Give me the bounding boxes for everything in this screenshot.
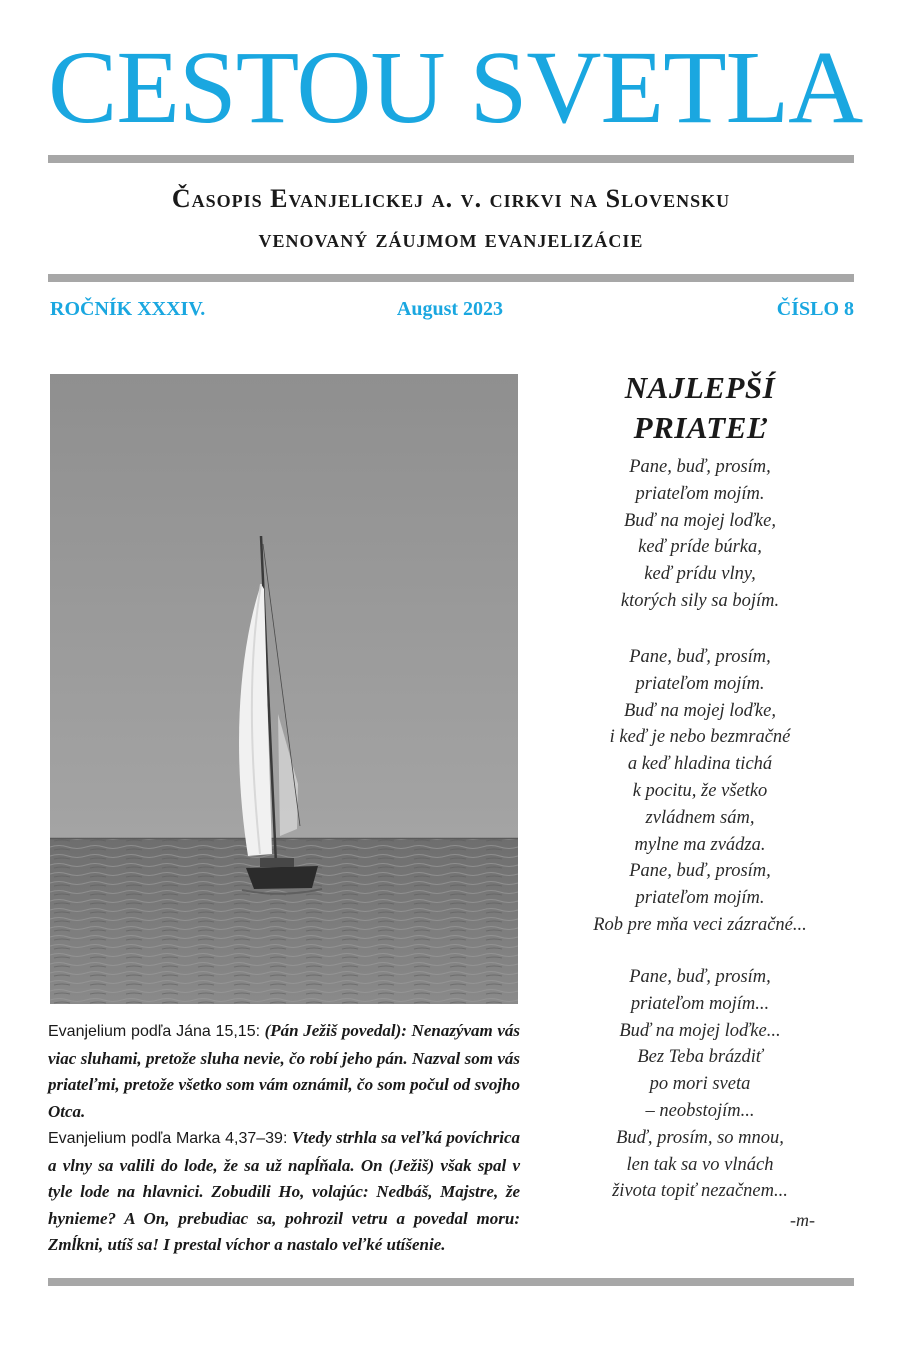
- gospel-quote-john: (Pán Ježiš povedal): Nenazývam vás viac sluhami, pretože sluha nevie, čo robí jeho pán. Nazval som vás priateľmi, pretože všetko som vám oznámil, čo som počul od svojho Otca.: [48, 1021, 520, 1121]
- poem-line: priateľom mojím.: [635, 888, 765, 909]
- poem-line: len tak sa vo vlnách: [626, 1154, 774, 1175]
- poem-line: Bez Teba brázdiť: [637, 1047, 763, 1068]
- poem-line: k pocitu, že všetko: [632, 780, 768, 801]
- poem-line: Buď na mojej loďke...: [619, 1020, 781, 1041]
- poem-line: zvládnem sám,: [645, 807, 755, 828]
- poem-stanza-2: [560, 644, 840, 939]
- poem-signature: -m-: [790, 1210, 815, 1230]
- poem-line: Pane, buď, prosím,: [629, 457, 771, 477]
- poem-line: priateľom mojím.: [635, 673, 765, 694]
- poem-line: keď prídu vlny,: [644, 564, 756, 585]
- poem-line: priateľom mojím.: [635, 483, 765, 504]
- gospel-quotations: [48, 1018, 520, 1259]
- issue-date: August 2023: [396, 298, 504, 320]
- poem-line: života topiť nezačnem...: [612, 1181, 788, 1202]
- poem-line: priateľom mojím...: [630, 993, 770, 1014]
- bottom-divider: [48, 274, 854, 282]
- poem-stanza-1: [560, 454, 840, 615]
- volume-label: ROČNÍK XXXIV.: [50, 298, 206, 320]
- poem-line: i keď je nebo bezmračné: [609, 727, 791, 748]
- poem-line: ktorých sily sa bojím.: [620, 590, 780, 611]
- poem-line: keď príde búrka,: [638, 537, 762, 558]
- sailboat-photo: [50, 374, 518, 1004]
- poem-line: Rob pre mňa veci zázračné...: [593, 914, 807, 935]
- poem-line: Pane, buď, prosím,: [629, 967, 771, 987]
- magazine-title: CESTOU SVETLA: [48, 30, 863, 145]
- gospel-quote-mark: Vtedy strhla sa veľká povíchrica a vlny sa valili do lode, že sa už napĺňala. On (Ježiš) však spal v tyle lode na hlavnici. Zobudili Ho, volajúc: Nedbáš, Majstre, že hynieme? A On, prebudiac sa, pohrozil vetru a povedal moru: Zmĺkni, utíš sa! I prestal víchor a nastalo veľké utíšenie.: [48, 1128, 520, 1254]
- issue-number: ČÍSLO 8: [776, 298, 854, 320]
- poem-stanza-3: [560, 964, 840, 1205]
- poem-line: Pane, buď, prosím,: [629, 861, 771, 882]
- gospel-reference-john: Evanjelium podľa Jána 15,15:: [48, 1023, 261, 1040]
- gospel-reference-mark: Evanjelium podľa Marka 4,37–39:: [48, 1130, 288, 1147]
- footer-divider: [48, 1278, 854, 1286]
- subtitle-line-1: Časopis Evanjelickej a. v. cirkvi na Slovensku: [171, 184, 731, 213]
- sailboat-illustration: [50, 374, 518, 1004]
- subtitle-line-2: venovaný záujmom evanjelizácie: [258, 226, 644, 253]
- poem-line: – neobstojím...: [645, 1100, 755, 1121]
- poem-line: mylne ma zvádza.: [634, 834, 766, 855]
- poem-line: po mori sveta: [649, 1074, 751, 1095]
- poem-title-line-2: PRIATEĽ: [633, 410, 767, 445]
- poem-line: Buď na mojej loďke,: [624, 510, 776, 531]
- poem-line: Buď na mojej loďke,: [624, 700, 776, 721]
- poem-line: Buď, prosím, so mnou,: [616, 1127, 784, 1148]
- poem-line: a keď hladina tichá: [627, 754, 773, 775]
- poem-title-line-1: NAJLEPŠÍ: [624, 370, 776, 405]
- poem-line: Pane, buď, prosím,: [629, 647, 771, 667]
- top-divider: [48, 155, 854, 163]
